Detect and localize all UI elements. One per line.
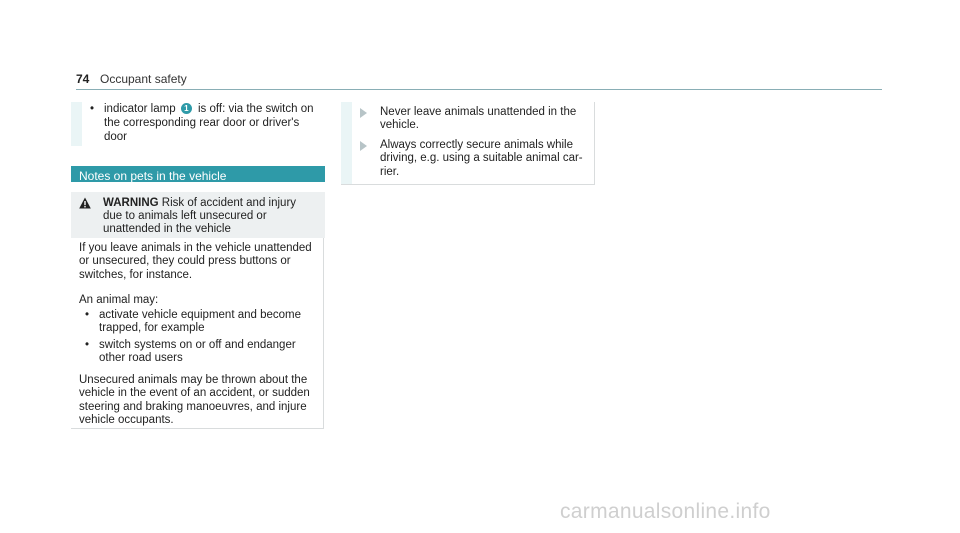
side-bar [71,102,82,146]
paragraph-2: An animal may: [79,294,159,306]
section-title: Notes on pets in the vehicle [79,169,227,183]
arrow-right-icon [360,108,367,118]
paragraph-3: Unsecured animals may be thrown about the vehicle in the event of an accident, or sudden steering and braking manoeuvres, and injure vehicle occupants. [79,374,310,426]
watermark: carmanualsonline.info [560,500,771,523]
side-bar [341,102,352,184]
list-item-text: switch systems on or off and endanger other road users [99,339,296,365]
header-title: Occupant safety [100,72,187,86]
warning-triangle-icon [79,197,91,209]
instruction-text: Never leave animals unattended in the vehicle. [380,106,577,132]
instructions-box [341,102,595,185]
bullet-text-before: indicator lamp [104,103,176,115]
warning-box [71,192,325,238]
bullet-text-after: is off: via the switch on the corresponding rear door or driver's door [104,103,314,143]
header-divider [76,89,882,90]
lamp-number-badge: 1 [181,103,192,114]
paragraph-1: If you leave animals in the vehicle unattended or unsecured, they could press buttons or switches, for instance. [79,242,312,281]
arrow-right-icon [360,141,367,151]
list-item-text: activate vehicle equipment and become trapped, for example [99,309,302,335]
notes-body: If you leave animals in the vehicle unattended or unsecured, they could press buttons or switches, for instance. An animal may: • activate vehicle equipment and become trapped, for example • switch systems on or off and endanger other road users Unsecured animals may be thrown about the vehicle in the event of an accident, or sudden steering and braking manoeuvres, and injure vehicle occupants. [71,238,324,429]
section-heading [71,166,325,182]
warning-message: Risk of accident and injury due to animals left unsecured or unattended in the vehicle [103,197,297,236]
warning-label: WARNING [103,197,159,209]
warning-text [103,197,318,237]
top-bullet-block [71,102,325,146]
page-header [76,72,882,90]
bullet-icon: • [90,103,95,115]
instruction-text: Always correctly secure animals while driving, e.g. using a suitable animal car-rier. [380,139,583,178]
page-number: 74 [76,72,90,86]
